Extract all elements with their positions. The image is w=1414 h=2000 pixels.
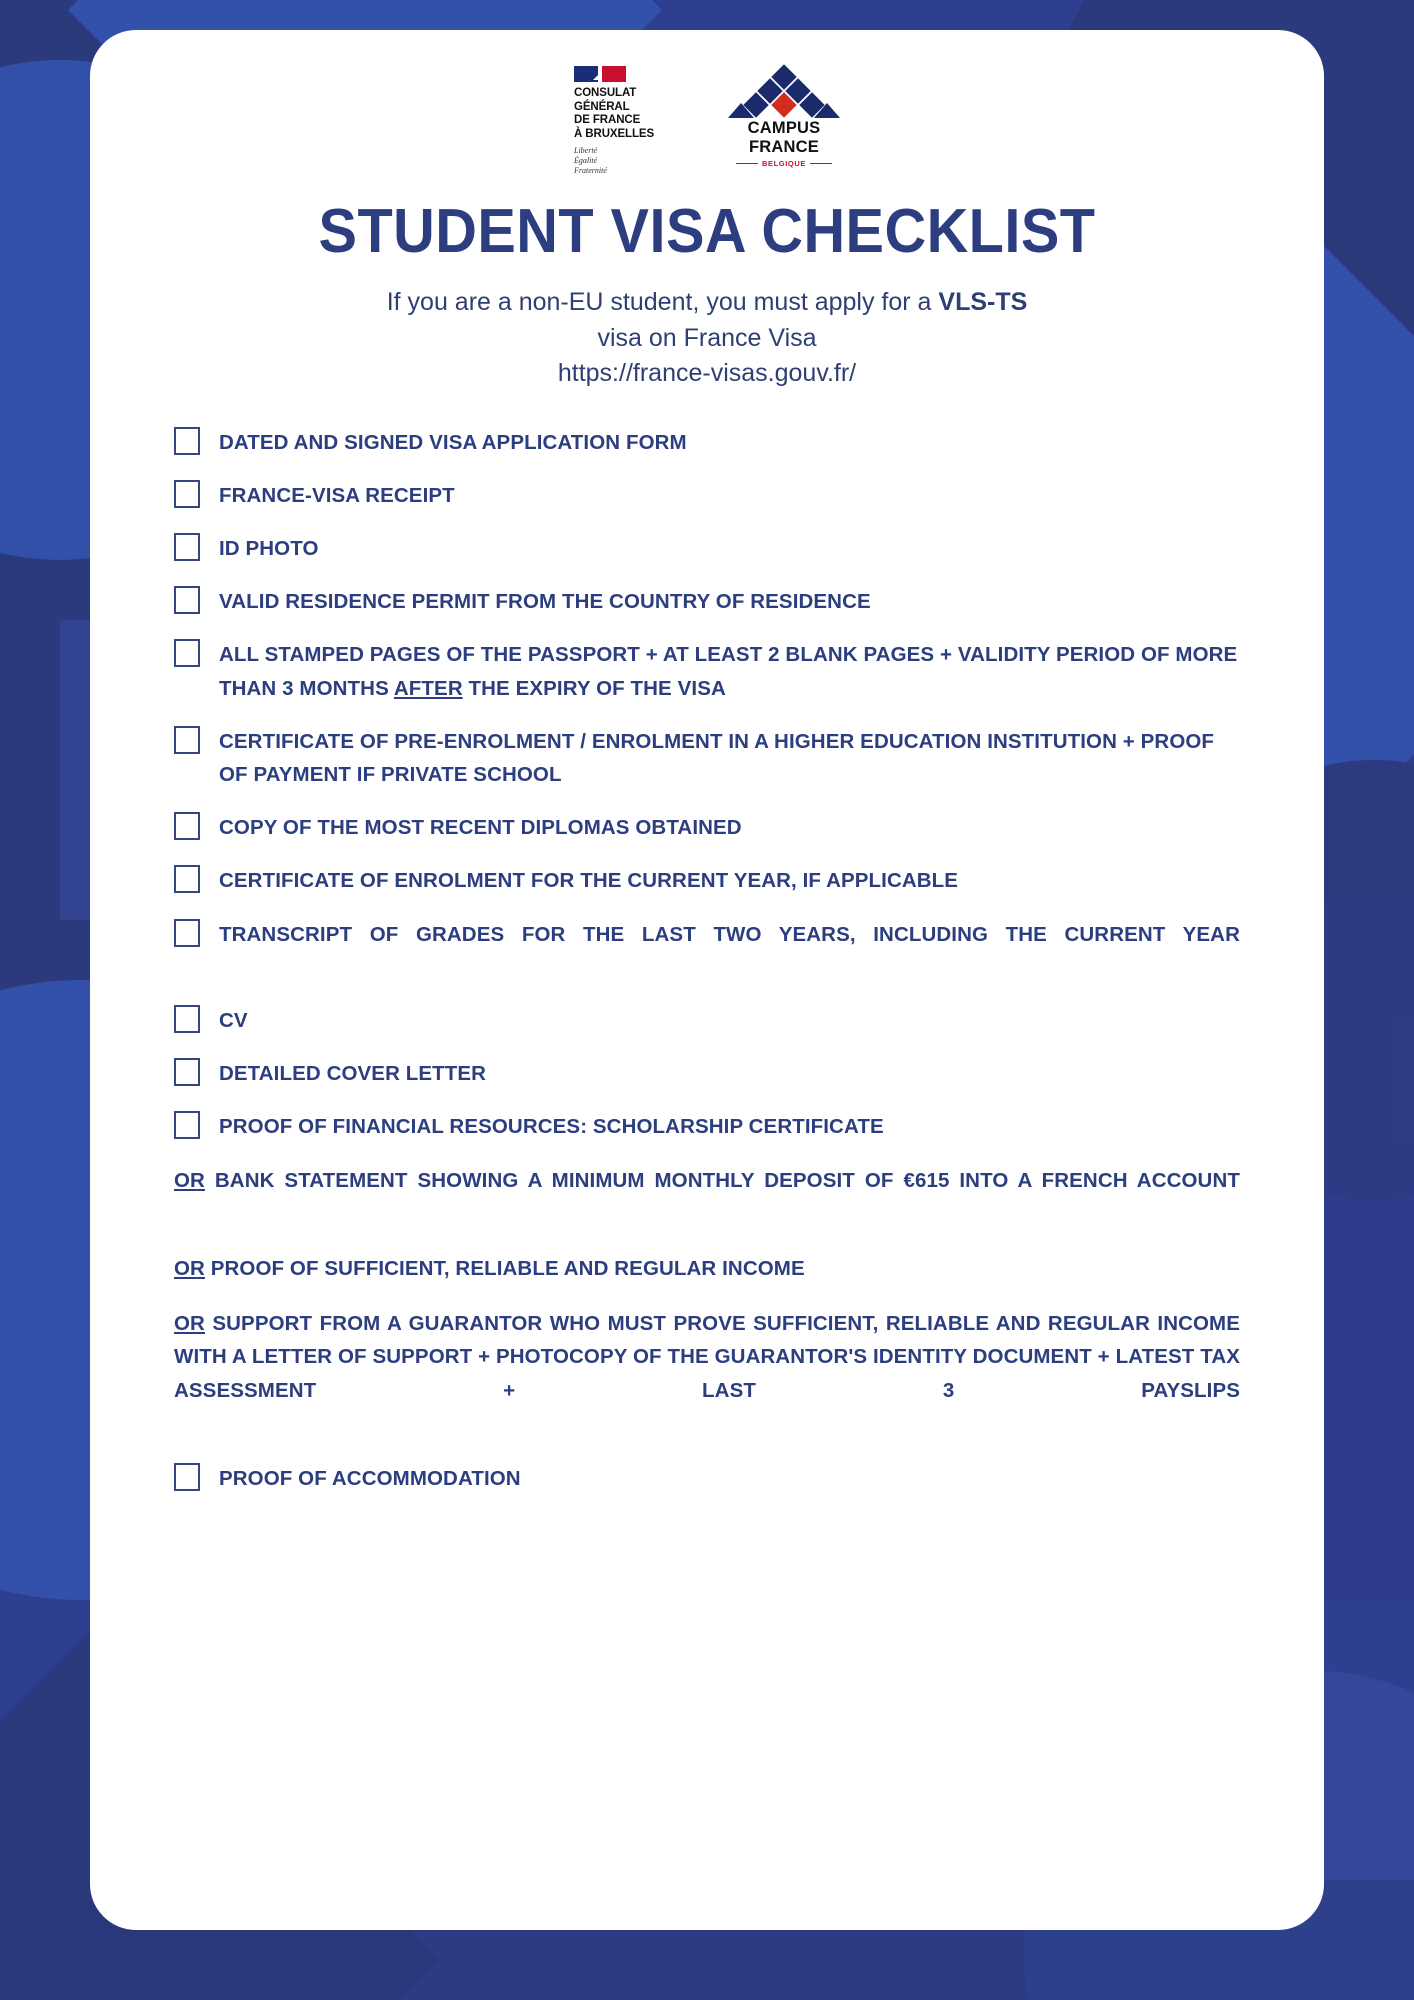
- checklist-item[interactable]: [174, 1057, 1240, 1090]
- alternative-text: PROOF OF SUFFICIENT, RELIABLE AND REGULAR INCOME: [204, 1256, 805, 1280]
- alternative-or-label: OR: [174, 1312, 205, 1336]
- subtitle-visa-type: VLS-TS: [938, 288, 1028, 316]
- checkbox[interactable]: [174, 1058, 200, 1086]
- alternative-requirement: [174, 1164, 1240, 1230]
- checkbox[interactable]: [174, 533, 200, 561]
- consulat-general-de-france-logo: [574, 66, 682, 176]
- checkbox[interactable]: [174, 1463, 200, 1491]
- checkbox[interactable]: [174, 919, 200, 947]
- french-flag-icon: [574, 66, 626, 82]
- label-emphasis: AFTER: [393, 676, 463, 700]
- rule-left-icon: [736, 163, 758, 164]
- checklist-item[interactable]: [174, 918, 1240, 984]
- campus-france-country: [728, 159, 840, 168]
- rule-right-icon: [810, 163, 832, 164]
- checklist-item-label: CERTIFICATE OF ENROLMENT FOR THE CURRENT YEAR, IF APPLICABLE: [219, 869, 959, 893]
- checklist-item[interactable]: [174, 1462, 1240, 1495]
- alternative-or-label: OR: [174, 1168, 205, 1192]
- checklist-item-label: ID PHOTO: [219, 536, 319, 560]
- checklist-card: [90, 30, 1324, 1930]
- alternative-text: SUPPORT FROM A GUARANTOR WHO MUST PROVE SUFFICIENT, RELIABLE AND REGULAR INCOME WITH A LETTER OF SUPPORT + PHOTOCOPY OF THE GUARANTOR'S IDENTITY DOCUMENT + LATEST TAX ASSESSMENT + LAST 3 PAYSLIPS: [174, 1312, 1240, 1402]
- alternative-requirement: [174, 1307, 1240, 1440]
- page-subtitle: [174, 285, 1240, 392]
- subtitle-url: https://france-visas.gouv.fr/: [557, 359, 857, 387]
- motto-liberte: Liberté: [574, 146, 598, 156]
- checklist-item-label: CV: [219, 1008, 248, 1032]
- label-text-after: THE EXPIRY OF THE VISA: [462, 676, 726, 700]
- checklist-item[interactable]: [174, 725, 1240, 791]
- checklist-item[interactable]: [174, 1004, 1240, 1037]
- subtitle-line-2: visa on France Visa: [597, 323, 817, 352]
- checklist-item-label: PROOF OF ACCOMMODATION: [219, 1466, 521, 1490]
- checkbox[interactable]: [174, 1111, 200, 1139]
- subtitle-intro: If you are a non-EU student, you must apply for a: [386, 288, 939, 316]
- campus-france-line-1: CAMPUS: [747, 119, 821, 137]
- checklist-item-label: VALID RESIDENCE PERMIT FROM THE COUNTRY OF RESIDENCE: [219, 590, 871, 614]
- consulat-line-2: GÉNÉRAL: [574, 100, 630, 113]
- label-text-before: ALL STAMPED PAGES OF THE PASSPORT + AT LEAST 2 BLANK PAGES + VALIDITY PERIOD OF MORE THAN 3 MONTHS: [219, 643, 1238, 700]
- checklist-item[interactable]: [174, 1110, 1240, 1143]
- checkbox[interactable]: [174, 812, 200, 840]
- checkbox[interactable]: [174, 480, 200, 508]
- alternative-or-label: OR: [174, 1256, 205, 1280]
- french-republic-motto: [574, 146, 682, 175]
- consulat-line-4: À BRUXELLES: [574, 127, 655, 140]
- checklist-item[interactable]: [174, 426, 1240, 459]
- checkbox[interactable]: [174, 586, 200, 614]
- campus-france-pyramid-icon: [728, 66, 840, 118]
- checkbox[interactable]: [174, 726, 200, 754]
- checklist-item[interactable]: [174, 532, 1240, 565]
- checklist-item-label: TRANSCRIPT OF GRADES FOR THE LAST TWO YEARS, INCLUDING THE CURRENT YEAR: [219, 922, 1240, 946]
- checkbox[interactable]: [174, 427, 200, 455]
- checklist-item-label: CERTIFICATE OF PRE-ENROLMENT / ENROLMENT IN A HIGHER EDUCATION INSTITUTION + PROOF OF PAYMENT IF PRIVATE SCHOOL: [219, 729, 1215, 786]
- checkbox[interactable]: [174, 639, 200, 667]
- checklist-item-label: COPY OF THE MOST RECENT DIPLOMAS OBTAINED: [219, 816, 742, 840]
- motto-egalite: Égalité: [574, 156, 598, 165]
- logo-header: [174, 66, 1240, 174]
- checklist: [174, 426, 1240, 1496]
- checklist-item-label: [219, 638, 1240, 704]
- checkbox[interactable]: [174, 865, 200, 893]
- checklist-item[interactable]: [174, 811, 1240, 844]
- consulat-line-1: CONSULAT: [574, 87, 637, 99]
- checklist-item-label: DETAILED COVER LETTER: [219, 1062, 487, 1086]
- checkbox[interactable]: [174, 1005, 200, 1033]
- checklist-item[interactable]: [174, 479, 1240, 512]
- checklist-item[interactable]: [174, 638, 1240, 704]
- page-title: STUDENT VISA CHECKLIST: [318, 197, 1096, 266]
- campus-france-country-label: BELGIQUE: [762, 159, 806, 168]
- checklist-item[interactable]: [174, 585, 1240, 618]
- checklist-item-label: PROOF OF FINANCIAL RESOURCES: SCHOLARSHIP CERTIFICATE: [219, 1115, 884, 1139]
- campus-france-line-2: FRANCE: [749, 137, 819, 156]
- campus-france-logo: [728, 66, 840, 168]
- alternative-text: BANK STATEMENT SHOWING A MINIMUM MONTHLY DEPOSIT OF €615 INTO A FRENCH ACCOUNT: [204, 1168, 1240, 1192]
- checklist-item-label: FRANCE-VISA RECEIPT: [219, 483, 455, 507]
- alternative-requirement: [174, 1252, 1240, 1285]
- checklist-item-label: DATED AND SIGNED VISA APPLICATION FORM: [219, 430, 687, 454]
- checklist-item[interactable]: [174, 864, 1240, 897]
- motto-fraternite: Fraternité: [574, 165, 607, 175]
- consulat-wordmark: [574, 87, 682, 141]
- consulat-line-3: DE FRANCE: [574, 114, 641, 127]
